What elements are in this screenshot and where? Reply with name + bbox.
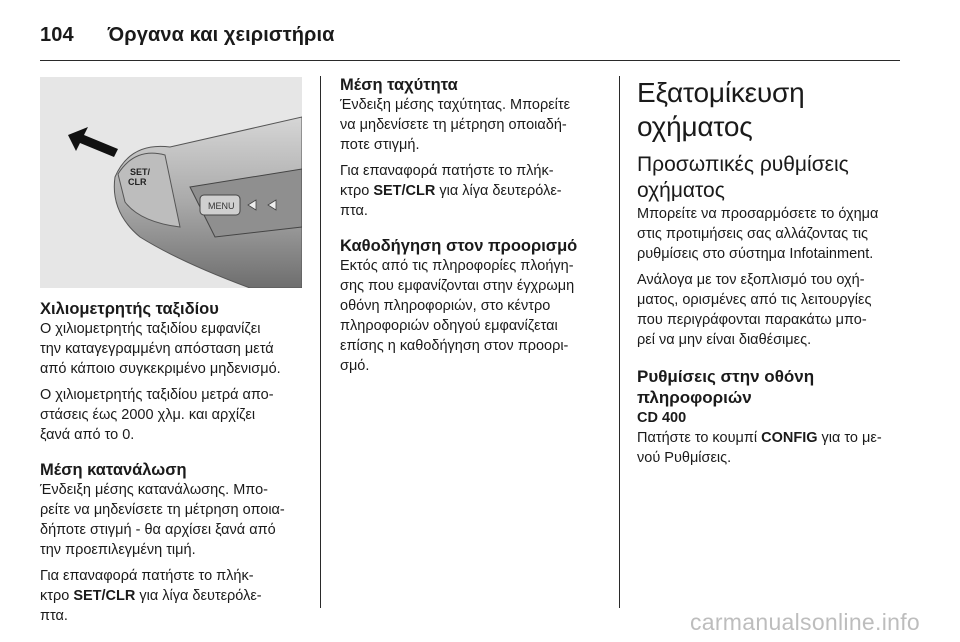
paragraph xyxy=(340,161,605,221)
section-title: Όργανα και χειριστήρια xyxy=(107,23,335,46)
text-fragment: για λίγα δευτερόλε- xyxy=(135,588,262,604)
text-line: Ένδειξη μέσης κατανάλωσης. Μπο- xyxy=(40,482,268,498)
heading-line: πληροφοριών xyxy=(637,388,752,407)
text-line: ξανά από το 0. xyxy=(40,427,135,443)
heading-personal-settings xyxy=(637,152,917,204)
button-name-config: CONFIG xyxy=(761,430,818,446)
text-line: από κάποιο συγκεκριμένο μηδενισμό. xyxy=(40,361,281,377)
subheading-cd400: CD 400 xyxy=(637,410,687,426)
text-line: σμό. xyxy=(340,358,370,374)
text-fragment: για λίγα δευτερόλε- xyxy=(435,183,562,199)
label-menu: MENU xyxy=(208,201,235,211)
text-fragment: για το με- xyxy=(817,430,882,446)
paragraph xyxy=(340,95,605,155)
heading-line: Προσωπικές ρυθμίσεις xyxy=(637,153,849,176)
text-line: Για επαναφορά πατήστε το πλήκ- xyxy=(340,163,554,179)
column-1 xyxy=(40,300,305,632)
text-line: την προεπιλεγμένη τιμή. xyxy=(40,542,196,558)
heading-line: Ρυθμίσεις στην οθόνη xyxy=(637,367,815,386)
text-line: ματος, ορισμένες από τις λειτουργίες xyxy=(637,292,872,308)
text-fragment: κτρο xyxy=(340,183,374,199)
heading-destination-guidance: Καθοδήγηση στον προορισμό xyxy=(340,237,578,255)
column-3 xyxy=(637,76,917,474)
text-line: πληροφοριών οδηγού εμφανίζεται xyxy=(340,318,558,334)
text-line: Μπορείτε να προσαρμόσετε το όχημα xyxy=(637,206,879,222)
heading-display-settings xyxy=(637,366,917,408)
text-line: που περιγράφονται παρακάτω μπο- xyxy=(637,312,867,328)
text-line: στάσεις έως 2000 χλμ. και αρχίζει xyxy=(40,407,256,423)
label-set: SET/ xyxy=(130,167,151,177)
text-line: πτα. xyxy=(340,203,368,219)
heading-trip-odometer: Χιλιομετρητής ταξιδίου xyxy=(40,300,219,318)
column-divider xyxy=(619,76,620,608)
text-line: Ένδειξη μέσης ταχύτητας. Μπορείτε xyxy=(340,97,571,113)
text-line: Ανάλογα με τον εξοπλισμό του οχή- xyxy=(637,272,865,288)
column-divider xyxy=(320,76,321,608)
text-line: πτα. xyxy=(40,608,68,624)
paragraph xyxy=(637,204,917,264)
column-2 xyxy=(340,76,605,382)
text-line: επίσης η καθοδήγηση στον προορι- xyxy=(340,338,569,354)
button-name-set-clr: SET/CLR xyxy=(373,183,436,199)
text-line: Ο χιλιομετρητής ταξιδίου εμφανίζει xyxy=(40,321,261,337)
text-line: ρυθμίσεις στο σύστημα Infotainment. xyxy=(637,246,874,262)
heading-average-speed: Μέση ταχύτητα xyxy=(340,76,458,94)
text-line: ποτε στιγμή. xyxy=(340,137,420,153)
text-line: την καταγεγραμμένη απόσταση μετά xyxy=(40,341,274,357)
text-line: Ο χιλιομετρητής ταξιδίου μετρά απο- xyxy=(40,387,274,403)
button-name-set-clr: SET/CLR xyxy=(73,588,136,604)
text-line: Εκτός από τις πληροφορίες πλοήγη- xyxy=(340,258,574,274)
text-line: ρείτε να μηδενίσετε τη μέτρηση οποια- xyxy=(40,502,285,518)
text-line: σης που εμφανίζονται στην έγχρωμη xyxy=(340,278,575,294)
paragraph xyxy=(637,270,917,350)
text-line: Για επαναφορά πατήστε το πλήκ- xyxy=(40,568,254,584)
watermark: carmanualsonline.info xyxy=(689,609,920,635)
paragraph xyxy=(340,256,605,376)
text-line: ρεί να μην είναι διαθέσιμες. xyxy=(637,332,812,348)
text-fragment: κτρο xyxy=(40,588,74,604)
paragraph xyxy=(40,319,305,379)
page-number: 104 xyxy=(40,23,74,46)
heading-average-consumption: Μέση κατανάλωση xyxy=(40,461,187,479)
text-line: οθόνη πληροφοριών, στο κέντρο xyxy=(340,298,551,314)
paragraph xyxy=(40,480,305,560)
text-line: δήποτε στιγμή - θα αρχίσει ξανά από xyxy=(40,522,276,538)
paragraph xyxy=(40,566,305,626)
text-line: νού Ρυθμίσεις. xyxy=(637,450,732,466)
header-rule xyxy=(40,60,900,61)
text-fragment: Πατήστε το κουμπί xyxy=(637,430,762,446)
heading-line: οχήματος xyxy=(637,179,725,202)
page-header xyxy=(40,20,335,50)
stalk-illustration xyxy=(40,77,302,288)
text-line: στις προτιμήσεις σας αλλάζοντας τις xyxy=(637,226,869,242)
text-line: να μηδενίσετε τη μέτρηση οποιαδή- xyxy=(340,117,567,133)
label-clr: CLR xyxy=(128,177,147,187)
paragraph xyxy=(40,385,305,445)
stalk-control-figure xyxy=(40,77,302,288)
paragraph xyxy=(637,428,917,468)
heading-vehicle-personalization: Εξατομίκευση οχήματος xyxy=(637,77,805,142)
